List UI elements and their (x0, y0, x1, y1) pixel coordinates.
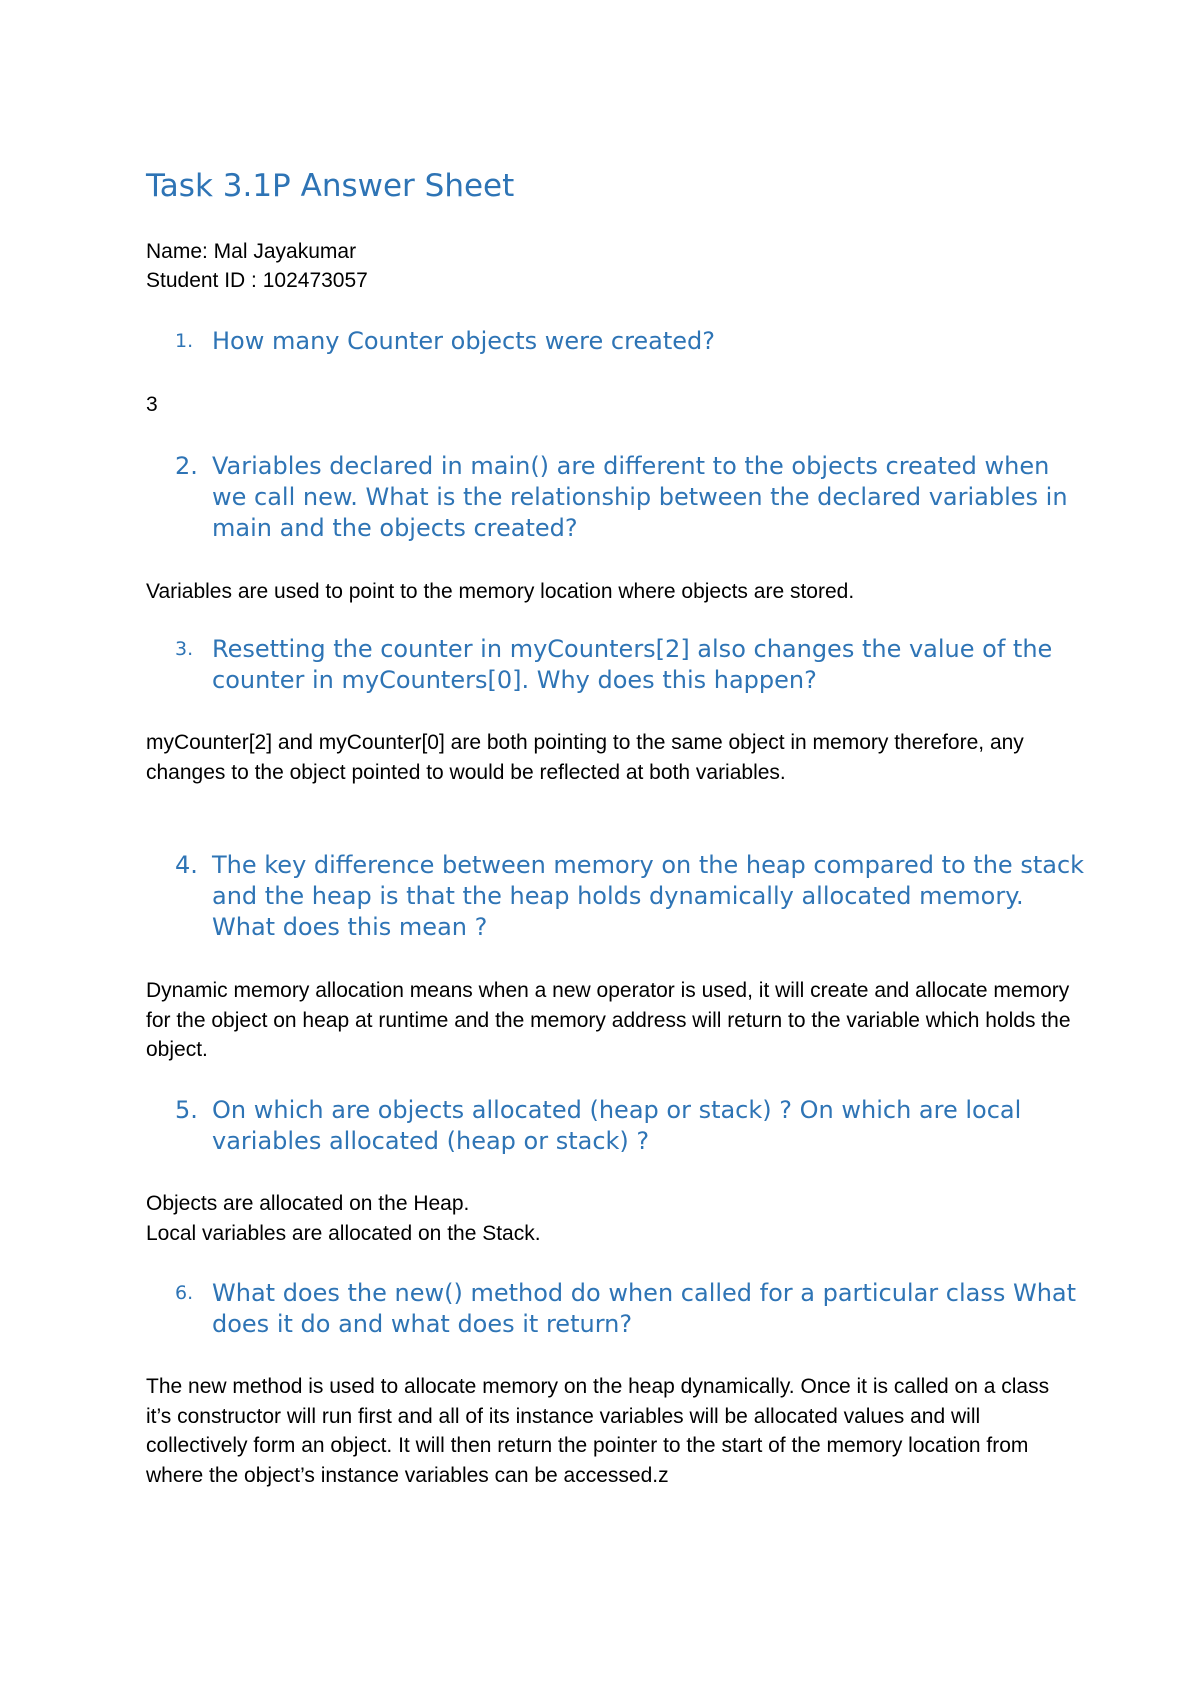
question-5 (146, 1095, 1086, 1157)
answer-line: Variables are used to point to the memory location where objects are stored. (146, 580, 855, 603)
question-text: What does the new() method do when called for a particular class What does it do and what does it return? (212, 1279, 1077, 1338)
question-number: 6. (175, 1282, 194, 1304)
question-3 (146, 634, 1086, 696)
question-text: The key difference between memory on the heap compared to the stack and the heap is that the heap holds dynamically allocated memory. What does this mean ? (212, 851, 1085, 941)
answer-line: The new method is used to allocate memory on the heap dynamically. Once it is called on a class it’s constructor will run first and all of its instance variables will be allocated values and will collectively form an object. It will then return the pointer to the start of the memory location from where the object’s instance variables can be accessed.z (146, 1375, 1050, 1487)
answer-line: Dynamic memory allocation means when a new operator is used, it will create and allocate memory for the object on heap at runtime and the memory address will return to the variable which holds the object. (146, 979, 1071, 1061)
question-number: 3. (175, 638, 194, 660)
answer-line: Objects are allocated on the Heap. (146, 1192, 470, 1215)
question-number: 1. (175, 330, 194, 352)
answer-1 (146, 390, 1076, 420)
answer-6 (146, 1372, 1076, 1490)
question-4 (146, 850, 1086, 943)
question-number: 2. (175, 452, 198, 480)
question-6 (146, 1278, 1086, 1340)
answer-4 (146, 976, 1076, 1065)
student-name: Name: Mal Jayakumar (146, 240, 357, 263)
answer-line: 3 (146, 393, 158, 416)
question-text: Variables declared in main() are different to the objects created when we call new. What is the relationship between the declared variables in main and the objects created? (212, 452, 1068, 542)
question-number: 4. (175, 851, 198, 879)
question-number: 5. (175, 1096, 198, 1124)
answer-line: myCounter[2] and myCounter[0] are both pointing to the same object in memory therefore, any changes to the object pointed to would be reflected at both variables. (146, 731, 1024, 784)
question-text: On which are objects allocated (heap or stack) ? On which are local variables allocated (heap or stack) ? (212, 1096, 1022, 1155)
document-title: Task 3.1P Answer Sheet (146, 168, 515, 204)
answer-line: Local variables are allocated on the Stack. (146, 1221, 541, 1245)
question-2 (146, 451, 1086, 544)
student-id: Student ID : 102473057 (146, 269, 368, 292)
question-1 (146, 326, 1086, 357)
question-text: How many Counter objects were created? (212, 327, 716, 355)
answer-3 (146, 728, 1076, 787)
answer-5 (146, 1189, 1076, 1248)
answer-2 (146, 577, 1076, 607)
question-text: Resetting the counter in myCounters[2] also changes the value of the counter in myCounters[0]. Why does this happen? (212, 635, 1053, 694)
